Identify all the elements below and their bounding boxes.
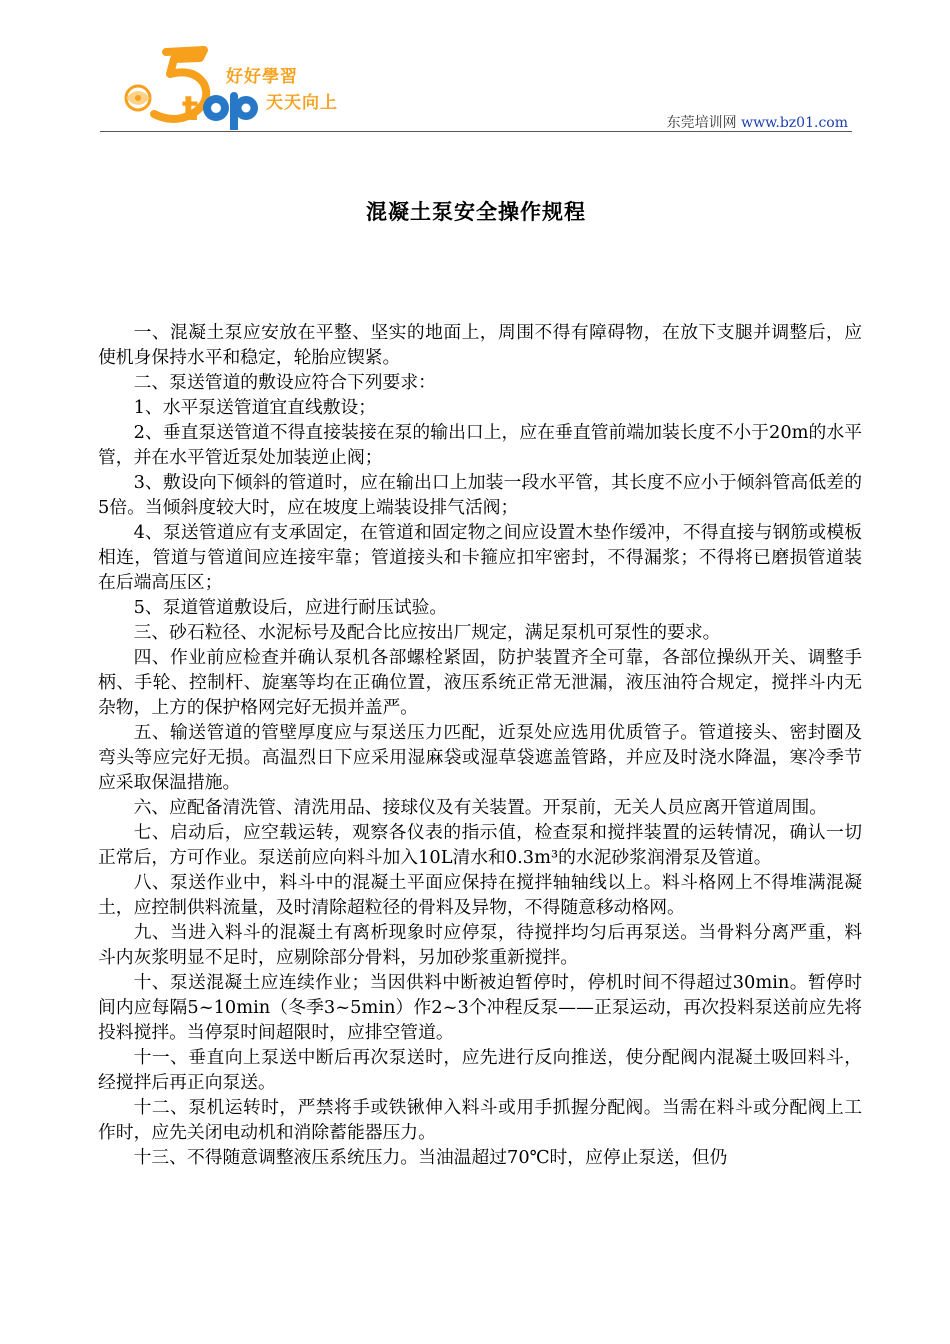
paragraph: 三、砂石粒径、水泥标号及配合比应按出厂规定，满足泵机可泵性的要求。 (133, 622, 721, 643)
site-name: 东莞培训网 (666, 115, 737, 131)
paragraph: 十一、垂直向上泵送中断后再次泵送时，应先进行反向推送，使分配阀内混凝土吸回料斗，经搅拌后再正向泵送。 (98, 1047, 862, 1093)
site-logo (108, 44, 348, 130)
paragraph: 六、应配备清洗管、清洗用品、接球仪及有关装置。开泵前，无关人员应离开管道周围。 (133, 797, 828, 818)
site-url-link[interactable]: www.bz01.com (741, 115, 848, 131)
page-header (100, 42, 852, 132)
document-body (98, 320, 862, 1320)
paragraph: 一、混凝土泵应安放在平整、坚实的地面上，周围不得有障碍物，在放下支腿并调整后，应使机身保持水平和稳定，轮胎应锲紧。 (98, 322, 862, 368)
header-divider (100, 131, 852, 132)
paragraph: 4、泵送管道应有支承固定，在管道和固定物之间应设置木垫作缓冲，不得直接与钢筋或模板相连，管道与管道间应连接牢靠；管道接头和卡箍应扣牢密封，不得漏浆；不得将已磨损管道装在后端高压区； (98, 522, 862, 593)
paragraph: 九、当进入料斗的混凝土有离析现象时应停泵，待搅拌均匀后再泵送。当骨料分离严重，料斗内灰浆明显不足时，应剔除部分骨料，另加砂浆重新搅拌。 (98, 922, 862, 968)
paragraph: 2、垂直泵送管道不得直接装接在泵的输出口上，应在垂直管前端加装长度不小于20m的水平管，并在水平管近泵处加装逆止阀； (98, 422, 862, 468)
logo-slogan-bottom: 天天向上 (266, 93, 338, 113)
paragraph: 八、泵送作业中，料斗中的混凝土平面应保持在搅拌轴轴线以上。料斗格网上不得堆满混凝土，应控制供料流量，及时清除超粒径的骨料及异物，不得随意移动格网。 (98, 872, 862, 918)
paragraph: 十二、泵机运转时，严禁将手或铁锹伸入料斗或用手抓握分配阀。当需在料斗或分配阀上工作时，应先关闭电动机和消除蓄能器压力。 (98, 1097, 862, 1143)
site-info (667, 112, 848, 132)
paragraph: 十三、不得随意调整液压系统压力。当油温超过70℃时，应停止泵送，但仍 (133, 1147, 728, 1168)
logo-graphic (108, 44, 348, 130)
logo-slogan-top: 好好學習 (226, 67, 298, 87)
paragraph: 四、作业前应检查并确认泵机各部螺栓紧固，防护装置齐全可靠，各部位操纵开关、调整手柄、手轮、控制杆、旋塞等均在正确位置，液压系统正常无泄漏，液压油符合规定，搅拌斗内无杂物，上方的保护格网完好无损并盖严。 (98, 647, 862, 718)
paragraph: 十、泵送混凝土应连续作业；当因供料中断被迫暂停时，停机时间不得超过30min。暂停时间内应每隔5~10min（冬季3~5min）作2~3个冲程反泵——正泵运动，再次投料泵送前应先将投料搅拌。当停泵时间超限时，应排空管道。 (98, 972, 862, 1043)
paragraph: 五、输送管道的管壁厚度应与泵送压力匹配，近泵处应选用优质管子。管道接头、密封圈及弯头等应完好无损。高温烈日下应采用湿麻袋或湿草袋遮盖管路，并应及时浇水降温，寒冷季节应采取保温措施。 (98, 722, 862, 793)
paragraph: 1、水平泵送管道宜直线敷设； (133, 397, 377, 418)
document-title: 混凝土泵安全操作规程 (366, 200, 586, 224)
paragraph: 5、泵道管道敷设后，应进行耐压试验。 (133, 597, 448, 618)
paragraph: 七、启动后，应空载运转，观察各仪表的指示值，检查泵和搅拌装置的运转情况，确认一切正常后，方可作业。泵送前应向料斗加入10L清水和0.3m³的水泥砂浆润滑泵及管道。 (98, 822, 862, 868)
svg-text:t: t (182, 89, 199, 129)
paragraph: 二、泵送管道的敷设应符合下列要求： (133, 372, 436, 393)
paragraph: 3、敷设向下倾斜的管道时，应在输出口上加装一段水平管，其长度不应小于倾斜管高低差的5倍。当倾斜度较大时，应在坡度上端装设排气活阀； (98, 472, 862, 518)
